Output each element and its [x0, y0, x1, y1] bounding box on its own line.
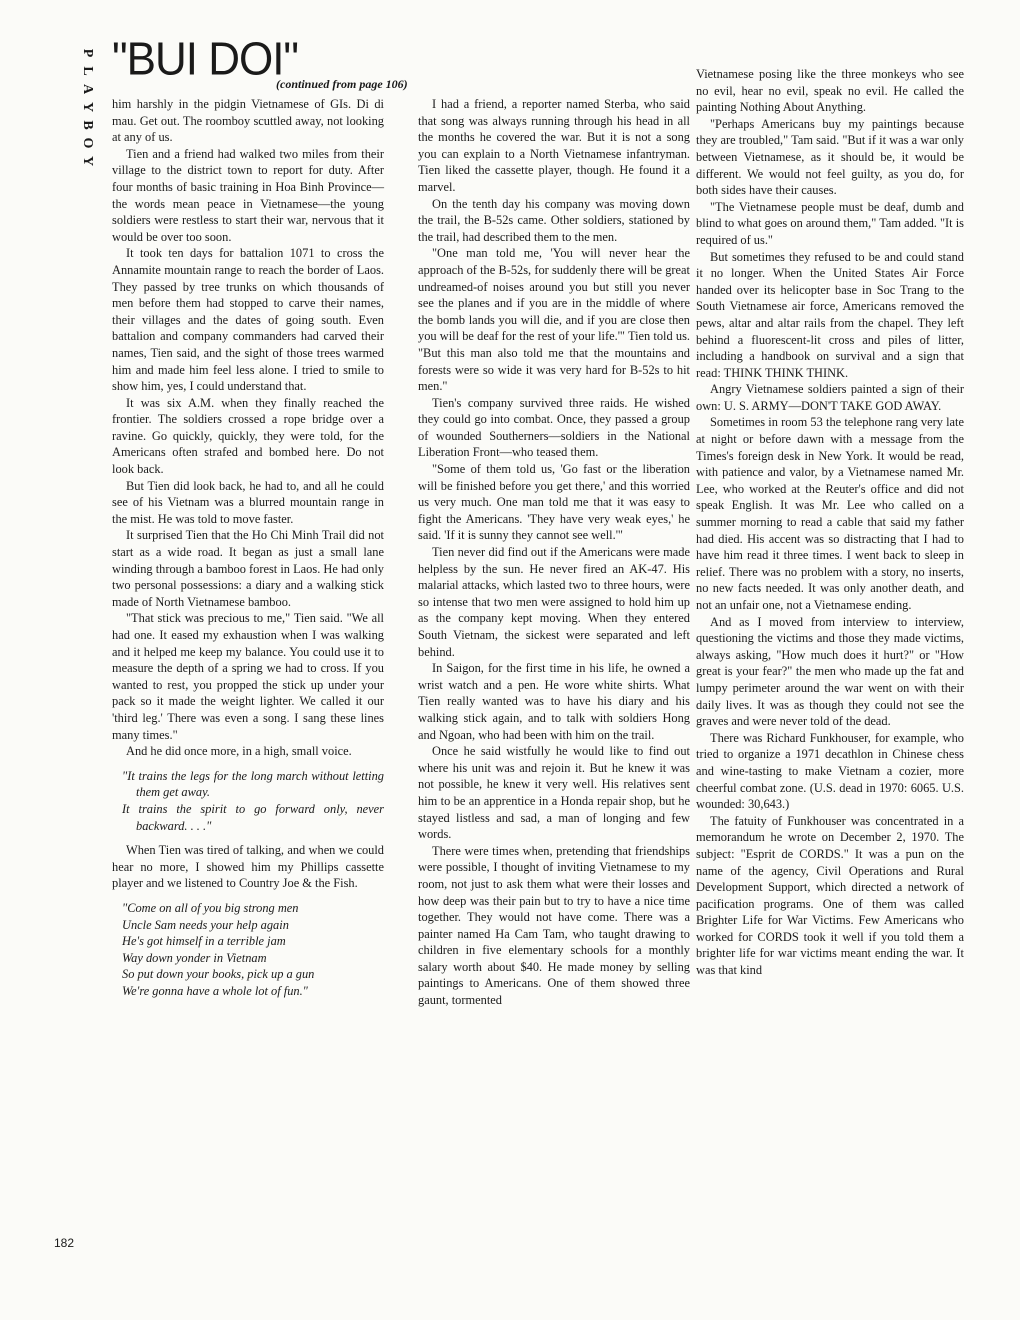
verse-line: Uncle Sam needs your help again — [122, 917, 289, 932]
paragraph: Once he said wistfully he would like to find out where his unit was and rejoin it. But he knew it was not possible, he knew it very well. His relatives sent him to be an apprentice in a Honda repair shop, but he stayed listless and sad, a man of longing and few words. — [418, 744, 690, 842]
paragraph: "Perhaps Americans buy my paintings because they are troubled," Tam said. "But if it was a war only between Vietnamese, as it should be, it would be different. We would not feel guilty, as you do, for both sides have their causes. — [696, 116, 964, 198]
masthead-letter: O — [80, 137, 95, 149]
paragraph: him harshly in the pidgin Vietnamese of GIs. Di di mau. Get out. The roomboy scuttled away, not looking at any of us. — [112, 97, 384, 145]
paragraph: But sometimes they refused to be and could stand it no longer. When the United States Air Force handed over its helicopter base in Soc Trang to the South Vietnamese air force, Americans removed the pews, altar and altar rails from the chapel. They left behind a fluorescent-lit cross and piles of litter, including a handbook on survival and a sign that read: THINK THINK THINK. — [696, 249, 964, 380]
paragraph: And as I moved from interview to interview, questioning the victims and those they made victims, always asking, "How much does it hurt?" or "How great is your fear?" the men who made up the fat and lumpy perimeter around the war went on with their daily lives. It was as though they could not see the graves and were never told of the dead. — [696, 614, 964, 729]
paragraph: Tien's company survived three raids. He wished they could go into combat. Once, they passed a group of wounded Southerners—soldiers in the National Liberation Front—who teased them. — [418, 395, 690, 460]
verse-line: So put down your books, pick up a gun — [122, 967, 315, 982]
paragraph: "The Vietnamese people must be deaf, dumb and blind to what goes on around them," Tam added. "It is required of us." — [696, 199, 964, 247]
paragraph: Tien and a friend had walked two miles from their village to the district town to report for duty. After four months of basic training in Hoa Binh Province—the words mean peace in Vietnamese—the young soldiers were restless to start their war, nervous that it would be over too soon. — [112, 146, 384, 244]
paragraph: There were times when, pretending that friendships were possible, I thought of inviting Vietnamese to my room, not just to ask them what were their losses and how deep was their pain but to try to have a nice time together. They would not have come. There was a painter named Ha Cam Tam, who taught drawing to children in five elementary schools for a monthly salary worth about $40. He made money by selling paintings to Americans. One of them showed three gaunt, tormented — [418, 843, 690, 1008]
article-title: "BUI DOI" — [112, 33, 299, 86]
column-1 — [112, 96, 384, 1007]
paragraph: "That stick was precious to me," Tien said. "We all had one. It eased my exhaustion when I was walking and it helped me keep my balance. You could use it to measure the depth of a spring we had to cross. If you wanted to rest, you propped the stick up under your pack so it made the weight lighter. We called it our 'third leg.' There was even a song. I sang these lines many times." — [112, 611, 384, 742]
masthead-letter: Y — [80, 101, 95, 113]
masthead-letter: L — [80, 66, 95, 76]
paragraph: "Some of them told us, 'Go fast or the liberation will be finished before you get there,' and this worried us very much. One man told me that it was easy to fight the Americans. 'They have very weak eyes,' he said. 'If it is sunny they cannot see well.'" — [418, 462, 690, 543]
paragraph: Sometimes in room 53 the telephone rang very late at night or before dawn with a message from the Times's foreign desk in New York. It would be read, with patience and valor, by a Vietnamese named Mr. Lee, who worked at the Reuter's office and did not speak English. It was Mr. Lee who called on a summer morning to read a cable that said my father had died. His accent was so distracting that I had to have him read it three times. I went back to sleep in relief. There was no problem with a story, no inserts, no new facts needed. It was only another death, and not an unfair one, not a Vietnamese ending. — [696, 415, 964, 612]
paragraph: On the tenth day his company was moving down the trail, the B-52s came. Other soldiers, stationed by the trail, had described them to the men. — [418, 196, 690, 244]
masthead-vertical — [78, 44, 96, 170]
paragraph: It took ten days for battalion 1071 to cross the Annamite mountain range to reach the border of Laos. They passed by tree trunks on which thousands of men before them had stopped to carve their names, their villages and the dates of going south. Even battalion and company commanders had carved their names, Tien said, and the sight of those trees warmed him and made him feel less alone. I tried to smile to show him, yes, I could understand that. — [112, 246, 384, 394]
paragraph: Tien never did find out if the Americans were made helpless by the sun. He never fired an AK-47. His malarial attacks, which lasted two to three hours, were so intense that two men were assigned to hold him up as the company kept moving. When they entered South Vietnam, the sickest were separated and left behind. — [418, 545, 690, 659]
paragraph: In Saigon, for the first time in his life, he owned a wrist watch and a pen. He wore white shirts. What Tien really wanted was to have his diary and his walking stick again, and to talk with soldiers Hong and Ngoan, who had been with him on the trail. — [418, 661, 690, 742]
verse-line: Way down yonder in Vietnam — [122, 950, 267, 965]
paragraph: But Tien did look back, he had to, and all he could see of his Vietnam was a blurred mountain range in the mist. He was told to move faster. — [112, 478, 384, 526]
song-verse-2 — [122, 900, 384, 1000]
verse-line: "Come on all of you big strong men — [122, 900, 299, 915]
paragraph: Vietnamese posing like the three monkeys who see no evil, hear no evil, speak no evil. He called the painting Nothing About Anything. — [696, 67, 964, 115]
paragraph: Angry Vietnamese soldiers painted a sign of their own: U. S. ARMY—DON'T TAKE GOD AWAY. — [696, 382, 964, 413]
verse-line: It trains the spirit to go forward only, never backward. . . ." — [122, 801, 384, 833]
paragraph: And he did once more, in a high, small voice. — [126, 744, 352, 759]
paragraph: "One man told me, 'You will never hear the approach of the B-52s, for suddenly there will be great undreamed-of noises around you but still you never see the planes and if you are in the middle of where the bomb lands you will die, and if you are close then you will be deaf for the rest of your life.'" Tien told us. "But this man also told me that the mountains and forests were so wide it was very hard for B-52s to hit men." — [418, 246, 690, 394]
verse-line: We're gonna have a whole lot of fun." — [122, 983, 308, 998]
column-3 — [696, 66, 964, 979]
paragraph: When Tien was tired of talking, and when we could hear no more, I showed him my Phillips cassette player and we listened to Country Joe & the Fish. — [112, 843, 384, 891]
masthead-letter: P — [80, 48, 95, 58]
column-2 — [418, 96, 690, 1009]
masthead-letter: A — [80, 83, 95, 95]
paragraph: It surprised Tien that the Ho Chi Minh Trail did not start as a wide road. It began as just a small lane winding through a bamboo forest in Laos. He had only two personal possessions: a diary and a walking stick made of North Vietnamese bamboo. — [112, 528, 384, 609]
continued-note: (continued from page 106) — [276, 77, 408, 91]
paragraph: There was Richard Funkhouser, for example, who tried to organize a 1971 decathlon in Chinese chess and wine-tasting to make Vietnam a cozier, more cheerful combat zone. (U.S. dead in 1970: 6065. U.S. wounded: 30,643.) — [696, 730, 964, 812]
paragraph: I had a friend, a reporter named Sterba, who said that song was always running through his head in all the months he covered the war. But it is not a song you can explain to a North Vietnamese infantryman. Tien liked the cassette player, though. He found it a marvel. — [418, 97, 690, 194]
song-verse-1 — [122, 768, 384, 834]
paragraph: The fatuity of Funkhouser was concentrated in a memorandum he wrote on December 2, 1970. The subject: "Esprit de CORDS." It was a pun on the name of the agency, Civil Operations and Rural Development Support, which directed a network of pacification programs. One of them was called Brighter Life for War Victims. Few Americans who worked for CORDS took it well if you told them a brighter life for war victims meant ending the war. It was that kind — [696, 813, 964, 978]
masthead-letters — [78, 44, 96, 170]
verse-line: He's got himself in a terrible jam — [122, 934, 286, 949]
masthead-letter: B — [80, 120, 95, 130]
paragraph: It was six A.M. when they finally reached the frontier. The soldiers crossed a rope bridge over a ravine. Go quickly, quickly, they were told, for the Americans often strafed and bombed here. Do not look back. — [112, 395, 384, 477]
masthead-letter: Y — [80, 155, 95, 167]
verse-line: "It trains the legs for the long march without letting them get away. — [122, 768, 384, 800]
page-number: 182 — [54, 1236, 75, 1250]
